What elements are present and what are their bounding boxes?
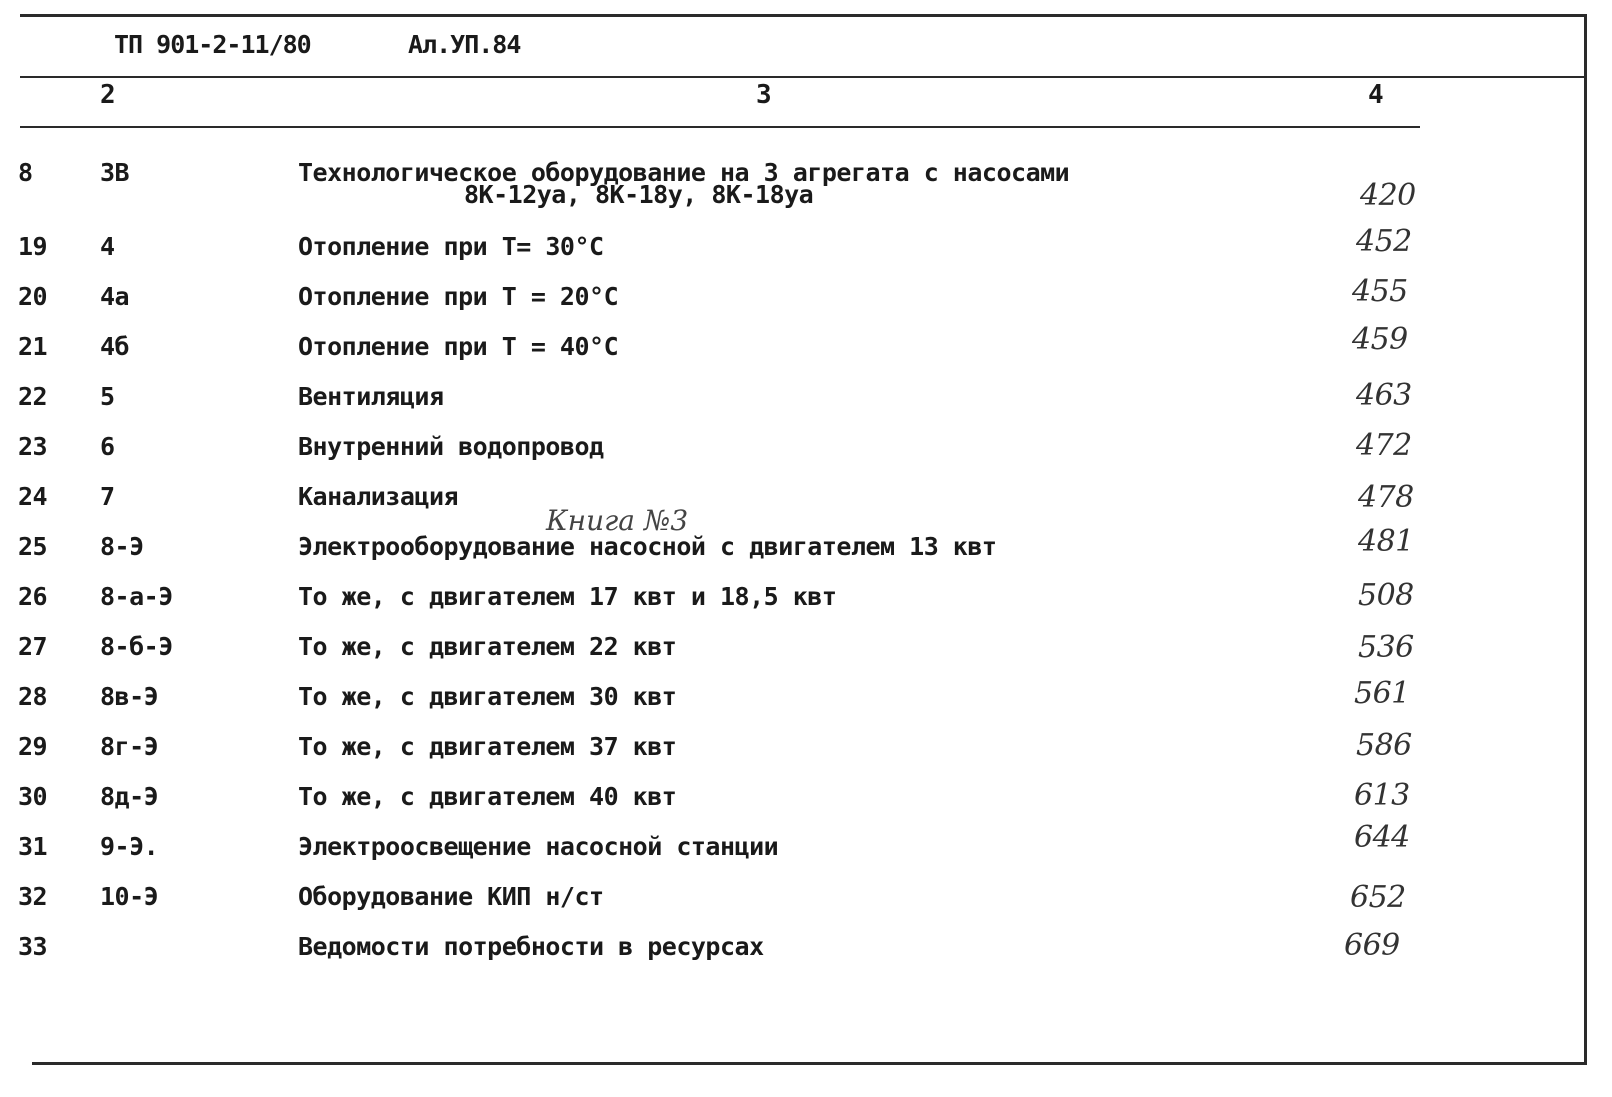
table-row bbox=[0, 676, 1612, 730]
row-code: 10-Э bbox=[100, 882, 159, 911]
columns-rule bbox=[20, 126, 1420, 128]
row-title: Канализация bbox=[298, 482, 459, 511]
table-row bbox=[0, 158, 1612, 218]
row-number: 25 bbox=[18, 532, 48, 561]
row-title: Отопление при Т= 30°С bbox=[298, 232, 604, 261]
row-title-continuation: 8К-12уа, 8К-18у, 8К-18уа bbox=[464, 180, 814, 209]
row-title: То же, с двигателем 37 квт bbox=[298, 732, 677, 761]
row-page: 472 bbox=[1356, 428, 1412, 463]
column-header-4: 4 bbox=[1368, 80, 1384, 110]
row-code: 3В bbox=[100, 158, 130, 187]
table-row bbox=[0, 632, 1612, 680]
row-page: 455 bbox=[1352, 274, 1408, 309]
row-page: 652 bbox=[1350, 880, 1406, 915]
row-number: 27 bbox=[18, 632, 48, 661]
row-page: 508 bbox=[1358, 578, 1414, 613]
row-number: 24 bbox=[18, 482, 48, 511]
table-row bbox=[0, 928, 1612, 980]
table-row bbox=[0, 224, 1612, 280]
row-page: 561 bbox=[1354, 676, 1410, 711]
row-title: Отопление при Т = 40°С bbox=[298, 332, 619, 361]
row-page: 536 bbox=[1358, 630, 1414, 665]
row-page: 463 bbox=[1356, 378, 1412, 413]
document-code: ТП 901-2-11/80 bbox=[114, 30, 311, 59]
row-page: 420 bbox=[1360, 178, 1416, 213]
row-number: 26 bbox=[18, 582, 48, 611]
handwritten-book-note: Книга №3 bbox=[546, 504, 689, 537]
row-code: 8г-Э bbox=[100, 732, 159, 761]
row-code: 8-Э bbox=[100, 532, 144, 561]
table-row bbox=[0, 578, 1612, 630]
row-page: 459 bbox=[1352, 322, 1408, 357]
row-number: 19 bbox=[18, 232, 48, 261]
album-number: Ал.УП.84 bbox=[408, 30, 521, 59]
row-code: 7 bbox=[100, 482, 115, 511]
row-code: 4 bbox=[100, 232, 115, 261]
row-page: 478 bbox=[1358, 480, 1414, 515]
row-title: Ведомости потребности в ресурсах bbox=[298, 932, 764, 961]
top-border bbox=[20, 14, 1586, 17]
table-row bbox=[0, 820, 1612, 880]
row-number: 33 bbox=[18, 932, 48, 961]
header-rule bbox=[20, 76, 1586, 78]
row-number: 23 bbox=[18, 432, 48, 461]
row-number: 21 bbox=[18, 332, 48, 361]
row-code: 6 bbox=[100, 432, 115, 461]
table-row bbox=[0, 524, 1612, 580]
row-title: То же, с двигателем 40 квт bbox=[298, 782, 677, 811]
column-header-3: 3 bbox=[756, 80, 772, 110]
row-title: То же, с двигателем 22 квт bbox=[298, 632, 677, 661]
row-code: 8д-Э bbox=[100, 782, 159, 811]
row-number: 31 bbox=[18, 832, 48, 861]
table-row bbox=[0, 428, 1612, 480]
table-row bbox=[0, 378, 1612, 430]
table-row bbox=[0, 482, 1612, 530]
row-title: Вентиляция bbox=[298, 382, 444, 411]
bottom-border bbox=[32, 1062, 1587, 1065]
row-title: Отопление при Т = 20°С bbox=[298, 282, 619, 311]
row-title: Внутренний водопровод bbox=[298, 432, 604, 461]
row-page: 481 bbox=[1358, 524, 1414, 559]
table-row bbox=[0, 728, 1612, 780]
row-number: 32 bbox=[18, 882, 48, 911]
row-number: 30 bbox=[18, 782, 48, 811]
row-title: То же, с двигателем 17 квт и 18,5 квт bbox=[298, 582, 837, 611]
row-number: 29 bbox=[18, 732, 48, 761]
row-number: 22 bbox=[18, 382, 48, 411]
table-row bbox=[0, 322, 1612, 380]
row-page: 452 bbox=[1356, 224, 1412, 259]
row-number: 28 bbox=[18, 682, 48, 711]
row-code: 8в-Э bbox=[100, 682, 159, 711]
row-title: Электрооборудование насосной с двигателем 13 квт bbox=[298, 532, 997, 561]
row-page: 669 bbox=[1344, 928, 1400, 963]
row-title: Технологическое оборудование на 3 агрегата с насосами bbox=[298, 158, 1070, 187]
row-page: 586 bbox=[1356, 728, 1412, 763]
row-page: 644 bbox=[1354, 820, 1410, 855]
row-code: 4а bbox=[100, 282, 130, 311]
row-title: Электроосвещение насосной станции bbox=[298, 832, 779, 861]
row-code: 5 bbox=[100, 382, 115, 411]
row-number: 20 bbox=[18, 282, 48, 311]
row-page: 613 bbox=[1354, 778, 1410, 813]
row-number: 8 bbox=[18, 158, 33, 187]
row-code: 8-б-Э bbox=[100, 632, 173, 661]
row-code: 8-а-Э bbox=[100, 582, 173, 611]
row-code: 4б bbox=[100, 332, 130, 361]
row-title: Оборудование КИП н/ст bbox=[298, 882, 604, 911]
column-header-2: 2 bbox=[100, 80, 116, 110]
row-title: То же, с двигателем 30 квт bbox=[298, 682, 677, 711]
row-code: 9-Э. bbox=[100, 832, 159, 861]
table-row bbox=[0, 882, 1612, 930]
